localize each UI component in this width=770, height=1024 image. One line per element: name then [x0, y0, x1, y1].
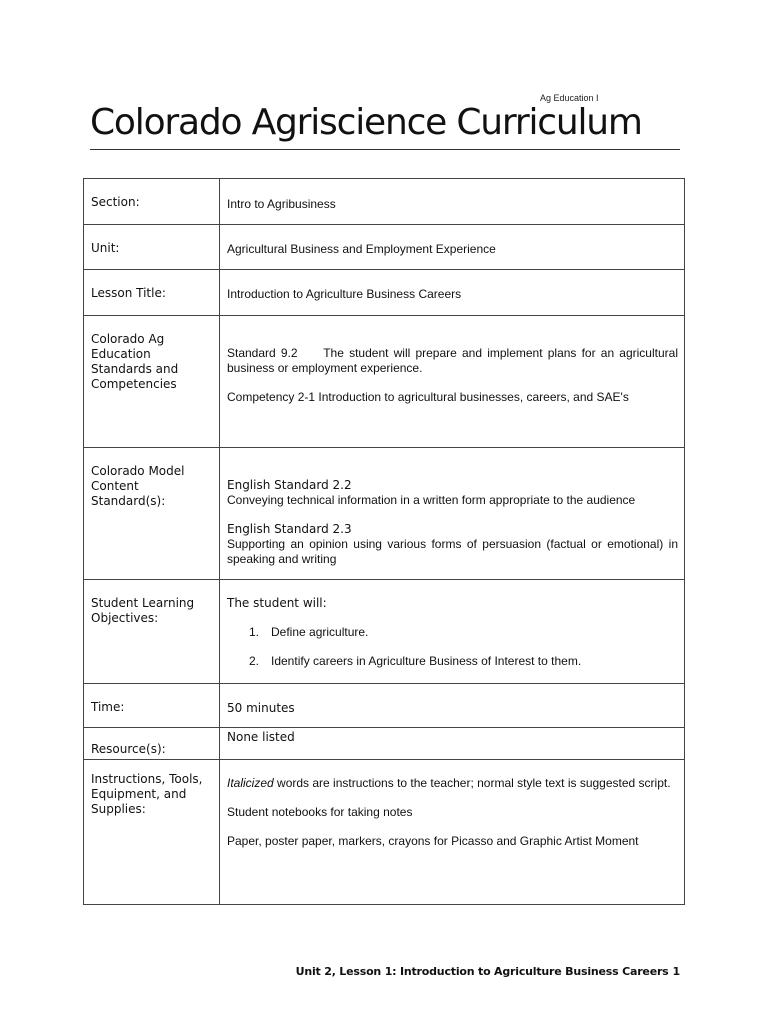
table-row-section [84, 179, 685, 225]
objectives-intro: The student will: [227, 596, 327, 610]
course-tag: Ag Education I [540, 93, 599, 103]
instructions-note [227, 776, 678, 791]
instructions-value-cell [220, 760, 685, 905]
instructions-label: Instructions, Tools, Equipment, and Supplies: [91, 772, 203, 816]
ag-standard-text: Standard 9.2 The student will prepare and implement plans for an agricultural business or employment experience. [227, 346, 682, 375]
section-value: Intro to Agribusiness [227, 197, 336, 211]
lesson-title-value-cell [220, 270, 685, 316]
resources-value-cell [220, 728, 685, 760]
ag-standards-value-cell [220, 316, 685, 448]
list-item-text: Define agriculture. [271, 625, 369, 639]
table-row-time [84, 684, 685, 728]
ag-standards-label-cell [84, 316, 220, 448]
time-value-cell [220, 684, 685, 728]
table-row-ag-standards [84, 316, 685, 448]
unit-value: Agricultural Business and Employment Experience [227, 242, 496, 256]
time-label-cell [84, 684, 220, 728]
table-row-lesson-title [84, 270, 685, 316]
objectives-list [227, 625, 678, 669]
unit-label: Unit: [91, 241, 120, 255]
table-row-objectives [84, 580, 685, 684]
model-standards-value-cell [220, 448, 685, 580]
title-divider [90, 149, 680, 150]
objectives-label: Student Learning Objectives: [91, 596, 195, 625]
unit-value-cell [220, 225, 685, 270]
time-label: Time: [91, 700, 125, 714]
unit-label-cell [84, 225, 220, 270]
instructions-note-text: words are instructions to the teacher; normal style text is suggested script. [273, 776, 671, 790]
list-item [227, 625, 678, 640]
instructions-label-cell [84, 760, 220, 905]
list-item-text: Identify careers in Agriculture Business of Interest to them. [271, 654, 582, 668]
model-standards-label-cell [84, 448, 220, 580]
instructions-italic-word: Italicized [227, 776, 274, 790]
ag-standards-label: Colorado Ag Education Standards and Competencies [91, 332, 179, 391]
table-row-resources [84, 728, 685, 760]
lesson-title-label-cell [84, 270, 220, 316]
footer-text: Unit 2, Lesson 1: Introduction to Agriculture Business Careers [295, 965, 669, 978]
table-row-instructions [84, 760, 685, 905]
english-standard-2-3-title: English Standard 2.3 [227, 522, 352, 536]
list-item-number: 1. [249, 625, 260, 639]
resources-label: Resource(s): [91, 742, 166, 756]
section-value-cell [220, 179, 685, 225]
page-footer [296, 965, 680, 978]
section-label: Section: [91, 195, 140, 209]
english-standard-2-2-title: English Standard 2.2 [227, 478, 352, 492]
lesson-plan-table [83, 178, 685, 905]
english-standard-2-3-text: Supporting an opinion using various forms of persuasion (factual or emotional) in speaking and writing [227, 537, 678, 566]
english-standard-2-2-text: Conveying technical information in a written form appropriate to the audience [227, 493, 636, 507]
objectives-label-cell [84, 580, 220, 684]
section-label-cell [84, 179, 220, 225]
lesson-title-label: Lesson Title: [91, 286, 166, 300]
table-row-model-standards [84, 448, 685, 580]
resources-value: None listed [227, 730, 295, 744]
page-number: 1 [672, 965, 680, 978]
resources-label-cell [84, 728, 220, 760]
list-item-number: 2. [249, 654, 260, 668]
objectives-value-cell [220, 580, 685, 684]
supply-item-art: Paper, poster paper, markers, crayons for Picasso and Graphic Artist Moment [227, 834, 639, 848]
lesson-title-value: Introduction to Agriculture Business Careers [227, 287, 462, 301]
time-value: 50 minutes [227, 701, 295, 715]
list-item [227, 654, 678, 669]
supply-item-notebooks: Student notebooks for taking notes [227, 805, 413, 819]
table-row-unit [84, 225, 685, 270]
model-standards-label: Colorado Model Content Standard(s): [91, 464, 185, 508]
page-title: Colorado Agriscience Curriculum [90, 102, 642, 143]
ag-competency-text: Competency 2-1 Introduction to agricultural businesses, careers, and SAE's [227, 390, 629, 404]
